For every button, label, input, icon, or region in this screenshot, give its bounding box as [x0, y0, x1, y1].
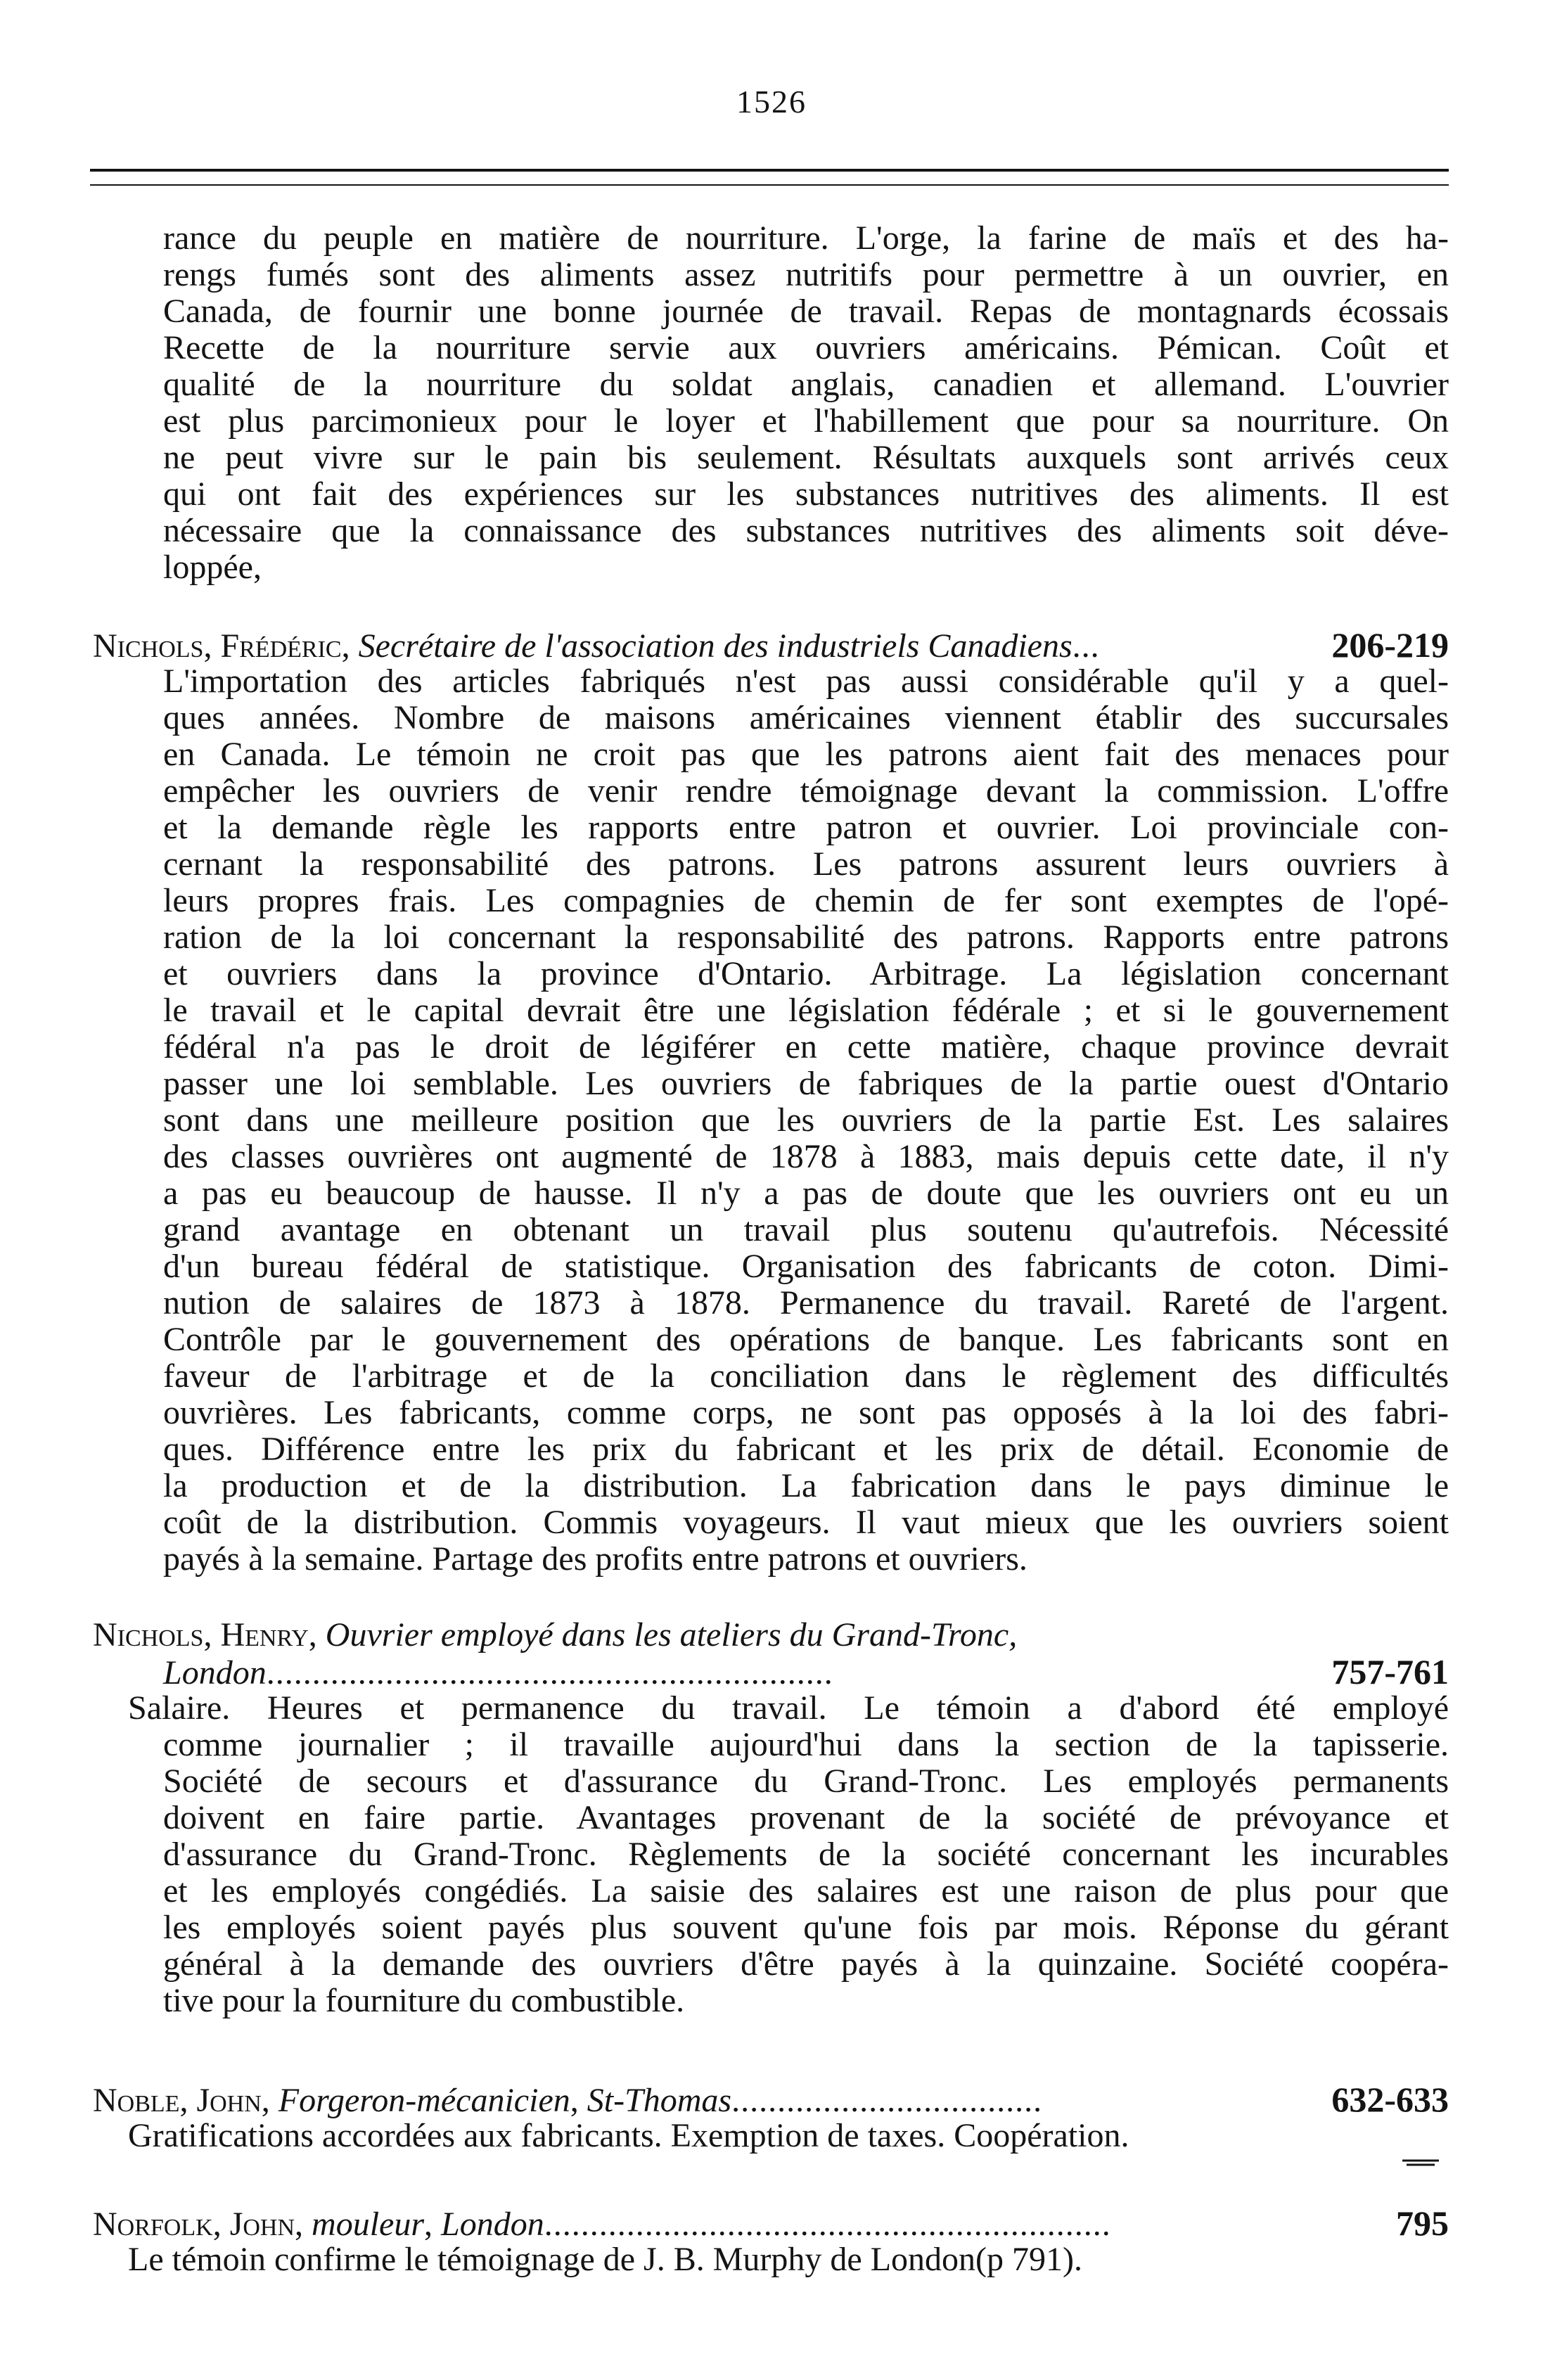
entry-body-line: passer une loi semblable. Les ouvriers de fabriques de la partie ouest d'Ontario	[163, 1065, 1449, 1102]
entry-body-line: payés à la semaine. Partage des profits entre patrons et ouvriers.	[163, 1540, 1027, 1578]
entry-body-line: coût de la distribution. Commis voyageurs. Il vaut mieux que les ouvriers soient	[163, 1504, 1449, 1541]
entry-body-line: Salaire. Heures et permanence du travail. Le témoin a d'abord été employé	[128, 1689, 1449, 1727]
entry-body-line: sont dans une meilleure position que les ouvriers de la partie Est. Les salaires	[163, 1101, 1449, 1139]
entry-heading: Norfolk , John , mouleur , London .............................................................. 795	[93, 2201, 1449, 2245]
entry-heading: Noble , John , Forgeron-mécanicien , St-Thomas .................................. 632-633	[93, 2078, 1449, 2121]
entry-leader: ..............................................................	[544, 2206, 1111, 2243]
entry-pages: 757-761	[1331, 1652, 1449, 1691]
intro-line: ne peut vivre sur le pain bis seulement. Résultats auxquels sont arrivés ceux	[163, 439, 1449, 476]
entry-role: Ouvrier employé dans les ateliers du Grand-Tronc,	[325, 1616, 1018, 1653]
header-rule-thin	[90, 184, 1449, 186]
entry-body-line: d'assurance du Grand-Tronc. Règlements de la société concernant les incurables	[163, 1836, 1449, 1873]
entry-body-line: fédéral n'a pas le droit de légiférer en cette matière, chaque province devrait	[163, 1028, 1449, 1066]
entry-place: St-Thomas	[587, 2082, 732, 2119]
entry-body-line: empêcher les ouvriers de venir rendre témoignage devant la commission. L'offre	[163, 772, 1449, 810]
entry-body-line: ration de la loi concernant la responsabilité des patrons. Rapports entre patrons	[163, 919, 1449, 956]
entry-body-line: la production et de la distribution. La fabrication dans le pays diminue le	[163, 1467, 1449, 1504]
intro-line: Recette de la nourriture servie aux ouvriers américains. Pémican. Coût et	[163, 329, 1449, 366]
entry-pages: 632-633	[1331, 2080, 1449, 2119]
entry-body-line: et la demande règle les rapports entre patron et ouvrier. Loi provinciale con-	[163, 809, 1449, 846]
entry-body-line: ouvrières. Les fabricants, comme corps, ne sont pas opposés à la loi des fabri-	[163, 1394, 1449, 1431]
entry-body-line: et les employés congédiés. La saisie des salaires est une raison de plus pour que	[163, 1872, 1449, 1909]
entry-place: London	[163, 1654, 267, 1691]
intro-line: rengs fumés sont des aliments assez nutritifs pour permettre à un ouvrier, en	[163, 256, 1449, 293]
entry-leader: ..................................	[731, 2082, 1043, 2119]
intro-line: loppée,	[163, 549, 262, 586]
entry-body-line: des classes ouvrières ont augmenté de 1878 à 1883, mais depuis cette date, il n'y	[163, 1138, 1449, 1175]
entry-body-line: a pas eu beaucoup de hausse. Il n'y a pas de doute que les ouvriers ont eu un	[163, 1175, 1449, 1212]
entry-surname: Nichols	[93, 1616, 204, 1653]
entry-body-line: leurs propres frais. Les compagnies de chemin de fer sont exemptes de l'opé-	[163, 882, 1449, 919]
intro-line: Canada, de fournir une bonne journée de travail. Repas de montagnards écossais	[163, 293, 1449, 330]
intro-line: qui ont fait des expériences sur les substances nutritives des aliments. Il est	[163, 475, 1449, 513]
entry-body-line: cernant la responsabilité des patrons. Les patrons assurent leurs ouvriers à	[163, 845, 1449, 883]
entry-given-name: Frédéric	[220, 627, 342, 665]
intro-line: rance du peuple en matière de nourriture. L'orge, la farine de maïs et des ha-	[163, 219, 1449, 257]
entry-body-line: Le témoin confirme le témoignage de J. B. Murphy de London(p 791).	[128, 2241, 1083, 2278]
entry-given-name: Henry	[220, 1616, 309, 1653]
intro-line: qualité de la nourriture du soldat anglais, canadien et allemand. L'ouvrier	[163, 366, 1449, 403]
entry-body-line: comme journalier ; il travaille aujourd'hui dans la section de la tapisserie.	[163, 1726, 1449, 1763]
entry-role: Secrétaire de l'association des industriels Canadiens	[358, 627, 1073, 665]
entry-body-line: les employés soient payés plus souvent qu'une fois par mois. Réponse du gérant	[163, 1909, 1449, 1946]
entry-body-line: faveur de l'arbitrage et de la conciliation dans le règlement des difficultés	[163, 1357, 1449, 1395]
entry-body-line: en Canada. Le témoin ne croit pas que les patrons aient fait des menaces pour	[163, 736, 1449, 773]
page-number: 1526	[736, 84, 807, 120]
entry-role: mouleur	[312, 2206, 425, 2243]
entry-pages: 795	[1396, 2203, 1449, 2243]
entry-surname: Nichols	[93, 627, 204, 665]
entry-leader: ..............................................................	[266, 1654, 833, 1691]
ornament-mark	[1400, 2156, 1442, 2170]
entry-role: Forgeron-mécanicien	[278, 2082, 570, 2119]
entry-body-line: ques. Différence entre les prix du fabricant et les prix de détail. Economie de	[163, 1431, 1449, 1468]
entry-body-line: grand avantage en obtenant un travail plus soutenu qu'autrefois. Nécessité	[163, 1211, 1449, 1248]
header-rule-thick	[90, 169, 1449, 172]
entry-body-line: doivent en faire partie. Avantages provenant de la société de prévoyance et	[163, 1799, 1449, 1836]
intro-line: nécessaire que la connaissance des substances nutritives des aliments soit déve-	[163, 512, 1449, 549]
entry-body-line: général à la demande des ouvriers d'être payés à la quinzaine. Société coopéra-	[163, 1945, 1449, 1983]
entry-body-line: tive pour la fourniture du combustible.	[163, 1982, 685, 2019]
entry-body-line: Gratifications accordées aux fabricants. Exemption de taxes. Coopération.	[128, 2117, 1129, 2154]
entry-given-name: John	[229, 2206, 295, 2243]
entry-heading: Nichols, Henry, Ouvrier employé dans les ateliers du Grand-Tronc,	[93, 1616, 1018, 1653]
entry-body-line: Contrôle par le gouvernement des opérations de banque. Les fabricants sont en	[163, 1321, 1449, 1358]
intro-line: est plus parcimonieux pour le loyer et l'habillement que pour sa nourriture. On	[163, 402, 1449, 440]
entry-body-line: le travail et le capital devrait être une législation fédérale ; et si le gouvernement	[163, 992, 1449, 1029]
entry-body-line: L'importation des articles fabriqués n'est pas aussi considérable qu'il y a quel-	[163, 663, 1449, 700]
entry-surname: Norfolk	[93, 2206, 213, 2243]
entry-pages: 206-219	[1331, 625, 1449, 665]
entry-heading: Nichols , Frédéric , Secrétaire de l'association des industriels Canadiens ... 206-219	[93, 623, 1449, 667]
entry-leader: ...	[1072, 627, 1100, 665]
entry-surname: Noble	[93, 2082, 180, 2119]
entry-body-line: d'un bureau fédéral de statistique. Organisation des fabricants de coton. Dimi-	[163, 1248, 1449, 1285]
entry-place: London	[441, 2206, 544, 2243]
entry-body-line: ques années. Nombre de maisons américaines viennent établir des succursales	[163, 699, 1449, 736]
entry-body-line: et ouvriers dans la province d'Ontario. Arbitrage. La législation concernant	[163, 955, 1449, 992]
entry-given-name: John	[196, 2082, 262, 2119]
entry-body-line: nution de salaires de 1873 à 1878. Permanence du travail. Rareté de l'argent.	[163, 1284, 1449, 1322]
entry-body-line: Société de secours et d'assurance du Grand-Tronc. Les employés permanents	[163, 1762, 1449, 1800]
